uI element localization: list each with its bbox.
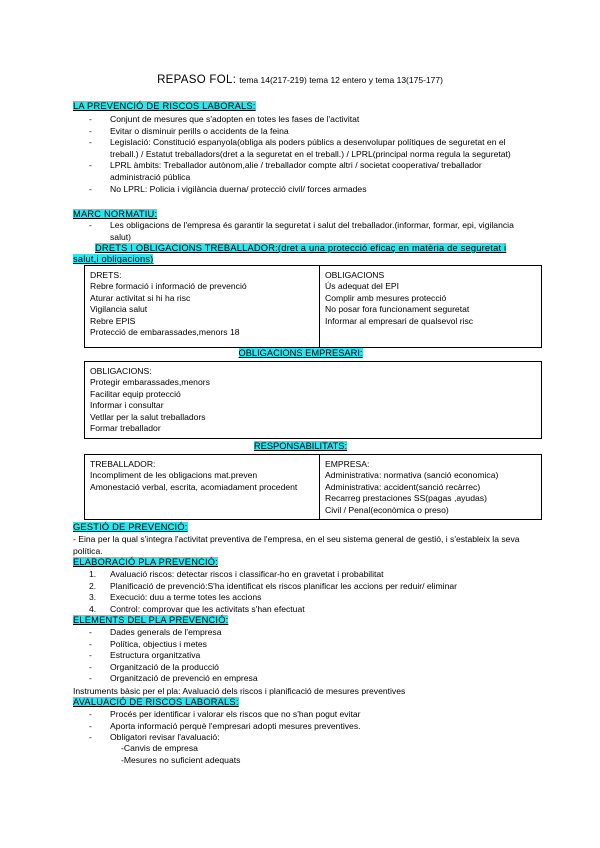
section-heading-drets: DRETS I OBLIGACIONS TREBALLADOR:(dret a una protecció eficaç en matèria de seguretat i salut,i obligacions): [73, 243, 507, 264]
table-cell: Complir amb mesures protecció: [325, 292, 447, 303]
table-cell: Ús adequat del EPI: [325, 281, 400, 292]
section-heading-resp: RESPONSABILITATS:: [253, 441, 348, 451]
table-cell: Rebre EPIS: [90, 315, 136, 326]
table-cell: Vigilancia salut: [90, 304, 148, 315]
list-item: - Procés per identificar i valorar els riscos que no s'han pogut evitar: [73, 709, 528, 721]
section-heading-oblig-emp: OBLIGACIONS EMPRESARI:: [238, 348, 363, 358]
table-cell: Formar treballador: [90, 423, 161, 434]
table-cell: Aturar activitat si hi ha risc: [90, 292, 191, 303]
table-cell: Amonestació verbal, escrita, acomiadament procedent: [90, 481, 298, 492]
table-cell: Informar i consultar: [90, 400, 164, 411]
table-cell: Incompliment de les obligacions mat.preven: [90, 470, 258, 481]
elaboracio-list: [73, 569, 528, 615]
resp-table: [84, 454, 542, 520]
marc-list: [73, 220, 528, 243]
table-cell: Administrativa: accident(sanció recàrrec): [325, 481, 481, 492]
section-heading-avaluacio: AVALUACIÓ DE RISCOS LABORALS:: [73, 697, 239, 707]
oblig-emp-table: [84, 361, 542, 439]
table-cell: Vetllar per la salut treballadors: [90, 411, 206, 422]
treballador-column: TREBALLADOR: Incompliment de les obligacions mat.preven Amonestació verbal, escrita, acomiadament procedent: [85, 455, 319, 519]
section-heading-elaboracio: ELABORACIÓ PLA PREVENCIÓ:: [73, 557, 219, 567]
list-item: - Estructura organitzativa: [73, 650, 528, 662]
list-item: - Conjunt de mesures que s'adopten en totes les fases de l'activitat: [73, 114, 528, 126]
section-heading-prevencio: LA PREVENCIÓ DE RISCOS LABORALS:: [73, 101, 256, 111]
list-item: Control: comprovar que les activitats s'han efectuat: [110, 603, 305, 614]
table-cell: Facilitar equip protecció: [90, 388, 181, 399]
instruments-note: Instruments bàsic per el pla: Avaluació dels riscos i planificació de mesures preventives: [73, 686, 406, 696]
oblig-emp-column: OBLIGACIONS: Protegir embarassades,menors Facilitar equip protecció Informar i consultar Vetllar per la salut treballadors Formar treballador: [85, 362, 541, 438]
table-cell: Informar al empresari de qualsevol risc: [325, 315, 474, 326]
section-heading-gestio: GESTIÓ DE PREVENCIÓ:: [73, 522, 188, 532]
table-cell: Recarreg prestaciones SS(pagas ,ayudas): [325, 493, 487, 504]
list-item: - Aporta informació perquè l'empresari adopti mesures preventives.: [73, 721, 528, 733]
gestio-text: - Eina per la qual s'integra l'activitat preventiva de l'empresa, en el seu sistema general de gestió, i s'estableix la seva política.: [73, 534, 520, 556]
table-cell: No posar fora funcionament seguretat: [325, 304, 470, 315]
table-cell: Administrativa: normativa (sanció economica): [325, 470, 499, 481]
section-heading-marc: MARC NORMATIU:: [73, 209, 158, 219]
obligacions-column: OBLIGACIONS Ús adequat del EPI Complir amb mesures protecció No posar fora funcionament seguretat Informar al empresari de qualsevol risc: [320, 266, 541, 347]
list-item: - Organització de prevenció en empresa: [73, 673, 528, 685]
list-item: - Política, objectius i metes: [73, 639, 528, 651]
list-item: - Organització de la producció: [73, 662, 528, 674]
drets-table: [84, 265, 542, 348]
section-heading-elements: ELEMENTS DEL PLA PREVENCIÓ:: [73, 615, 229, 625]
table-cell: Protecció de embarassades,menors 18: [90, 327, 240, 338]
list-subitem: -Mesures no suficient adequats: [121, 755, 241, 765]
list-subitem: -Canvis de empresa: [121, 743, 198, 753]
list-item: - No LPRL: Policia i vigilància duerna/ protecció civil/ forces armades: [73, 184, 528, 196]
table-cell: Protegir embarassades,menors: [90, 377, 210, 388]
empresa-column: EMPRESA: Administrativa: normativa (sanció economica) Administrativa: accident(sanció recàrrec) Recarreg prestaciones SS(pagas ,ayudas) Civil / Penal(econòmica o preso): [320, 455, 541, 519]
list-item: - Obligatori revisar l'avaluació:: [73, 732, 528, 744]
list-item: Avaluació riscos: detectar riscos i classificar-ho en gravetat i probabilitat: [110, 569, 384, 579]
table-cell: Civil / Penal(econòmica o preso): [325, 504, 449, 515]
list-item: - LPRL àmbits: Treballador autònom,alie / treballador compte altri / societat cooperativa/ treballador administració pública: [73, 160, 528, 183]
list-item: - Evitar o disminuir perills o accidents de la feina: [73, 126, 528, 138]
list-item: Execució: duu a terme totes les accions: [110, 592, 262, 603]
page-title: REPASO FOL: tema 14(217-219) tema 12 entero y tema 13(175-177): [157, 74, 443, 86]
list-item: - Dades generals de l'empresa: [73, 627, 528, 639]
list-item: Planificació de prevenció:S'ha identificat els riscos planificar les accions per reduir/ eliminar: [110, 580, 457, 591]
avaluacio-list: [73, 709, 528, 744]
drets-column: DRETS: Rebre formació i informació de prevenció Aturar activitat si hi ha risc Vigilancia salut Rebre EPIS Protecció de embarassades,menors 18: [85, 266, 319, 347]
prevencio-list: [73, 114, 528, 195]
table-cell: Rebre formació i informació de prevenció: [90, 281, 247, 292]
list-item: - Les obligacions de l'empresa és garantir la seguretat i salut del treballador.(informar, formar, epi, vigilancia salut): [73, 220, 528, 243]
list-item: - Legislació: Constitució espanyola(obliga als poders públics a desenvolupar polítiques de seguretat en el treball.) / Estatut treballadors(dret a la seguretat en el treball.) / LPRL(principal norma regula la seguretat): [73, 137, 528, 160]
elements-list: [73, 627, 528, 685]
